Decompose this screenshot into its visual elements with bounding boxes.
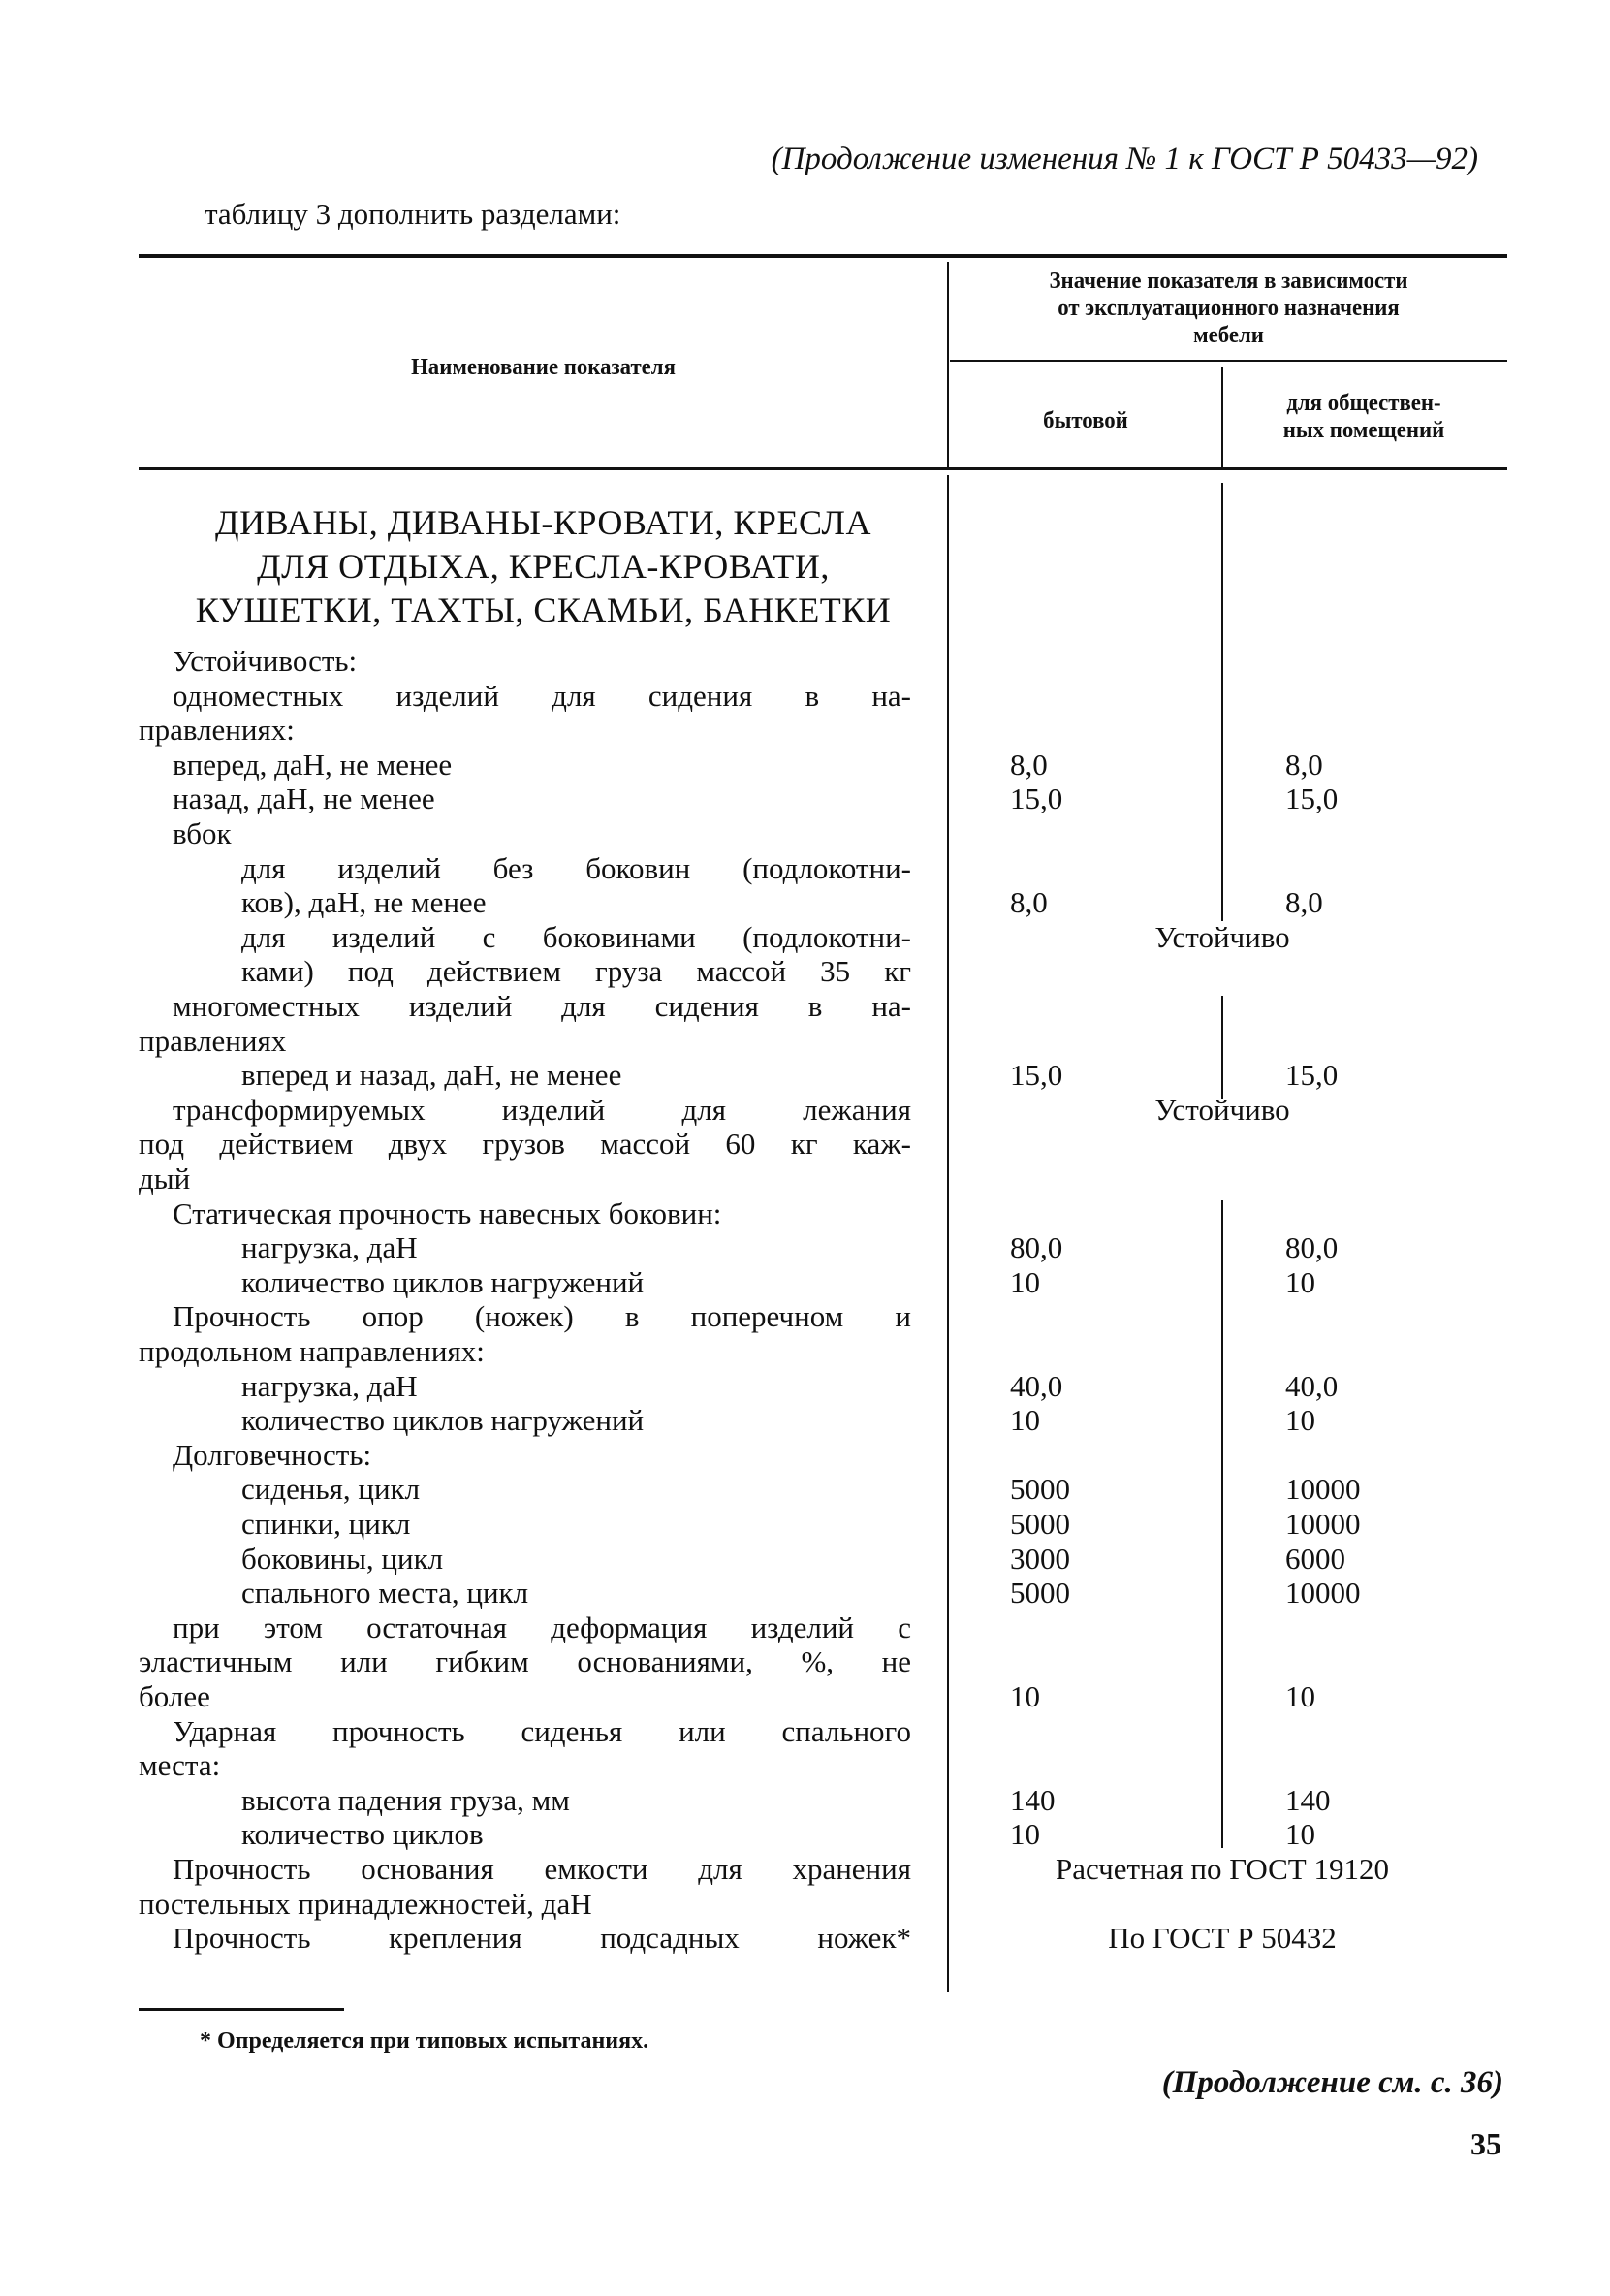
value-public: 10 bbox=[1285, 1403, 1315, 1438]
row-label: при этом остаточная деформация изделий с bbox=[173, 1610, 911, 1644]
value-household: 5000 bbox=[1010, 1472, 1070, 1507]
value-public: 10 bbox=[1285, 1817, 1315, 1852]
value-household: 15,0 bbox=[1010, 1058, 1063, 1093]
row-label: сиденья, цикл bbox=[241, 1472, 421, 1507]
section-title-line: ДИВАНЫ, ДИВАНЫ-КРОВАТИ, КРЕСЛА bbox=[215, 503, 871, 542]
row-label: Долговечность: bbox=[173, 1437, 372, 1472]
value-both-columns: Расчетная по ГОСТ 19120 bbox=[1055, 1852, 1389, 1886]
row-label: количество циклов нагружений bbox=[241, 1403, 645, 1438]
value-public: 6000 bbox=[1285, 1541, 1345, 1576]
row-label: под действием двух грузов массой 60 кг каж- bbox=[139, 1127, 911, 1162]
row-label: нагрузка, даН bbox=[241, 1368, 418, 1403]
value-public: 140 bbox=[1285, 1782, 1331, 1817]
group-header-line: мебели bbox=[1193, 323, 1264, 348]
value-both-columns: Устойчиво bbox=[1154, 1092, 1290, 1127]
footnote-rule bbox=[139, 2008, 344, 2011]
row-label: количество циклов bbox=[241, 1817, 484, 1852]
row-label: назад, даН, не менее bbox=[173, 781, 435, 816]
row-label: ков), даН, не менее bbox=[241, 885, 487, 920]
row-label: вперед, даН, не менее bbox=[173, 747, 453, 781]
row-label: для изделий без боковин (подлокотни- bbox=[241, 850, 911, 885]
row-label: продольном направлениях: bbox=[139, 1334, 485, 1368]
row-label: постельных принадлежностей, даН bbox=[139, 1886, 592, 1921]
body-subdivider bbox=[1221, 1200, 1223, 1848]
value-household: 8,0 bbox=[1010, 885, 1048, 920]
value-public: 10000 bbox=[1285, 1507, 1361, 1541]
row-label: дый bbox=[139, 1162, 191, 1196]
row-label: спального места, цикл bbox=[241, 1576, 529, 1610]
table-top-rule bbox=[139, 254, 1507, 258]
row-label: Прочность крепления подсадных ножек* bbox=[173, 1921, 911, 1956]
value-household: 8,0 bbox=[1010, 747, 1048, 781]
value-public: 15,0 bbox=[1285, 1058, 1339, 1093]
group-header bbox=[963, 268, 1493, 349]
subheader-divider bbox=[1221, 367, 1223, 467]
row-label: количество циклов нагружений bbox=[241, 1264, 645, 1299]
value-public: 10 bbox=[1285, 1264, 1315, 1299]
value-household: 10 bbox=[1010, 1264, 1040, 1299]
header-bottom-rule bbox=[139, 467, 1507, 470]
value-public: 10000 bbox=[1285, 1472, 1361, 1507]
row-label: одноместных изделий для сидения в на- bbox=[173, 678, 911, 713]
group-header-line: от эксплуатационного назначения bbox=[1058, 296, 1400, 321]
row-label: многоместных изделий для сидения в на- bbox=[173, 989, 911, 1023]
group-header-rule bbox=[950, 360, 1507, 362]
section-title bbox=[139, 501, 948, 632]
column-header-name: Наименование показателя bbox=[411, 355, 676, 380]
row-label: Устойчивость: bbox=[173, 644, 358, 678]
row-label: правлениях: bbox=[139, 713, 295, 748]
page-number: 35 bbox=[1470, 2126, 1501, 2161]
row-label: Прочность основания емкости для хранения bbox=[173, 1852, 911, 1886]
value-both-columns: Устойчиво bbox=[1154, 919, 1290, 954]
row-label: боковины, цикл bbox=[241, 1541, 444, 1576]
intro-text: таблицу 3 дополнить разделами: bbox=[205, 197, 621, 231]
row-label: Прочность опор (ножек) в поперечном и bbox=[173, 1299, 911, 1334]
row-label: Ударная прочность сиденья или спального bbox=[173, 1713, 911, 1748]
value-public: 10 bbox=[1285, 1679, 1315, 1713]
value-public: 8,0 bbox=[1285, 747, 1323, 781]
value-household: 40,0 bbox=[1010, 1368, 1063, 1403]
body-subdivider bbox=[1221, 996, 1223, 1099]
value-household: 15,0 bbox=[1010, 781, 1063, 816]
row-label: места: bbox=[139, 1748, 221, 1783]
body-subdivider bbox=[1221, 483, 1223, 921]
row-label: Статическая прочность навесных боковин: bbox=[173, 1196, 722, 1230]
value-both-columns: По ГОСТ Р 50432 bbox=[1108, 1921, 1337, 1956]
value-public: 8,0 bbox=[1285, 885, 1323, 920]
row-label: для изделий с боковинами (подлокотни- bbox=[241, 919, 911, 954]
header-line: для обществен- bbox=[1286, 391, 1441, 416]
continuation-note: (Продолжение см. с. 36) bbox=[1161, 2065, 1503, 2100]
value-household: 3000 bbox=[1010, 1541, 1070, 1576]
row-label: ками) под действием груза массой 35 кг bbox=[241, 954, 911, 989]
footnote: * Определяется при типовых испытаниях. bbox=[200, 2028, 649, 2054]
body-divider bbox=[947, 475, 949, 1992]
row-label: вперед и назад, даН, не менее bbox=[241, 1058, 622, 1093]
value-household: 5000 bbox=[1010, 1507, 1070, 1541]
row-label: трансформируемых изделий для лежания bbox=[173, 1092, 911, 1127]
row-label: нагрузка, даН bbox=[241, 1230, 418, 1265]
value-public: 40,0 bbox=[1285, 1368, 1339, 1403]
row-label: правлениях bbox=[139, 1023, 287, 1058]
header-divider bbox=[947, 262, 949, 467]
header-line: ных помещений bbox=[1282, 418, 1445, 443]
value-household: 10 bbox=[1010, 1679, 1040, 1713]
section-title-line: ДЛЯ ОТДЫХА, КРЕСЛА-КРОВАТИ, bbox=[257, 547, 830, 586]
value-household: 5000 bbox=[1010, 1576, 1070, 1610]
group-header-line: Значение показателя в зависимости bbox=[1049, 269, 1408, 294]
value-public: 80,0 bbox=[1285, 1230, 1339, 1265]
row-label: высота падения груза, мм bbox=[241, 1782, 570, 1817]
section-title-line: КУШЕТКИ, ТАХТЫ, СКАМЬИ, БАНКЕТКИ bbox=[195, 590, 892, 629]
value-public: 10000 bbox=[1285, 1576, 1361, 1610]
row-label: вбок bbox=[173, 816, 232, 850]
value-household: 140 bbox=[1010, 1782, 1056, 1817]
value-public: 15,0 bbox=[1285, 781, 1339, 816]
column-header-household: бытовой bbox=[1043, 408, 1128, 433]
row-label: эластичным или гибким основаниями, %, не bbox=[139, 1644, 911, 1679]
running-header: (Продолжение изменения № 1 к ГОСТ Р 50433—92) bbox=[771, 142, 1478, 176]
row-label: более bbox=[139, 1679, 210, 1713]
value-household: 10 bbox=[1010, 1403, 1040, 1438]
value-household: 80,0 bbox=[1010, 1230, 1063, 1265]
row-label: спинки, цикл bbox=[241, 1507, 411, 1541]
column-header-public bbox=[1230, 390, 1498, 444]
value-household: 10 bbox=[1010, 1817, 1040, 1852]
